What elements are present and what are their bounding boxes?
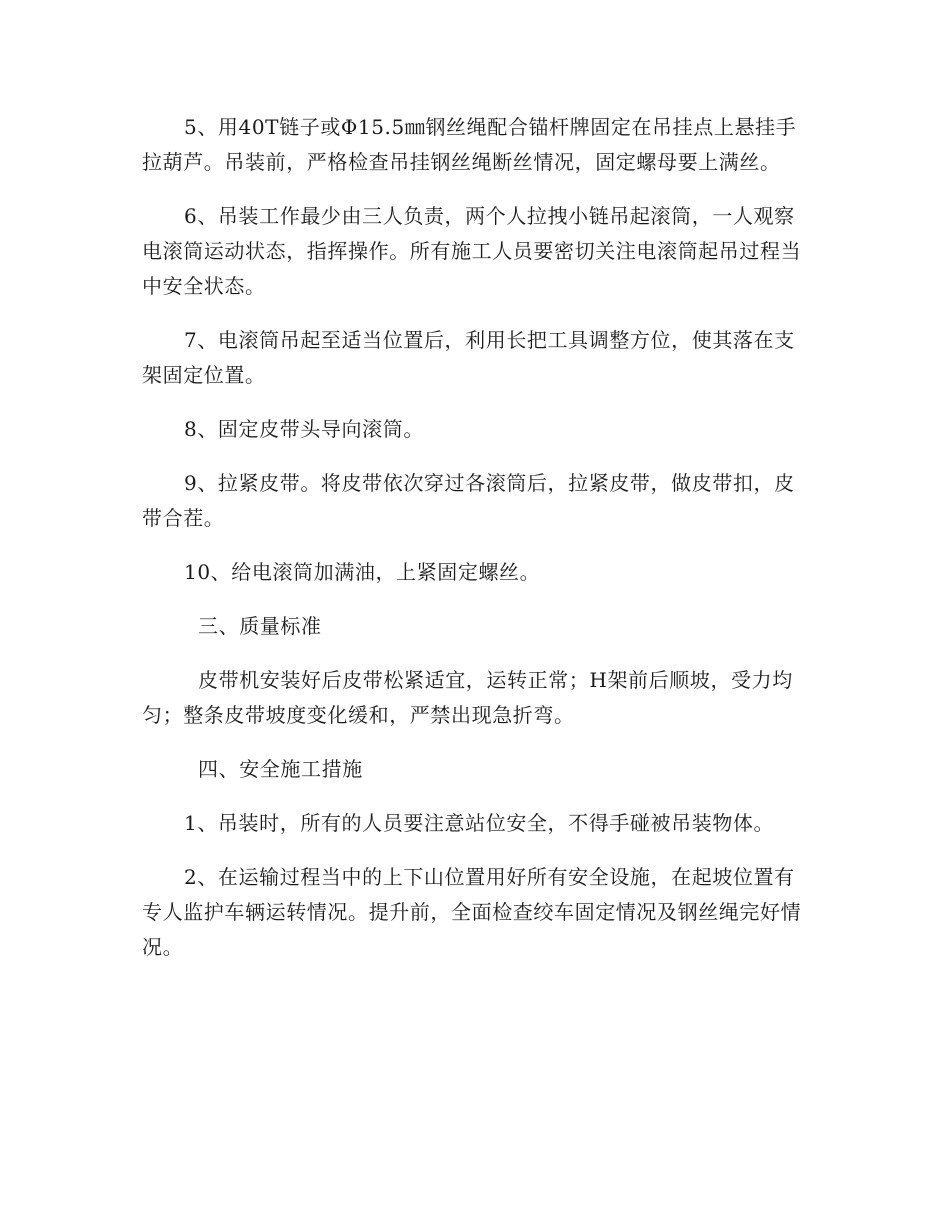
document-body [142, 110, 810, 984]
step-paragraph-9: 9、拉紧皮带。将皮带依次穿过各滚筒后，拉紧皮带，做皮带扣，皮带合茬。 [142, 471, 795, 530]
quality-standard-paragraph: 皮带机安装好后皮带松紧适宜，运转正常；H架前后顺坡，受力均匀；整条皮带坡度变化缓和，严禁出现急折弯。 [142, 668, 793, 727]
section-heading-safety: 四、安全施工措施 [198, 757, 363, 781]
step-paragraph-10: 10、给电滚筒加满油，上紧固定螺丝。 [184, 560, 541, 584]
safety-paragraph-2: 2、在运输过程当中的上下山位置用好所有安全设施，在起坡位置有专人监护车辆运转情况。提升前，全面检查绞车固定情况及钢丝绳完好情况。 [142, 865, 802, 959]
step-paragraph-5: 5、用40T链子或Φ15.5㎜钢丝绳配合锚杆牌固定在吊挂点上悬挂手拉葫芦。吊装前，严格检查吊挂钢丝绳断丝情况，固定螺母要上满丝。 [142, 115, 797, 174]
step-paragraph-8: 8、固定皮带头导向滚筒。 [184, 417, 424, 441]
step-paragraph-6: 6、吊装工作最少由三人负责，两个人拉拽小链吊起滚筒，一人观察电滚筒运动状态，指挥操作。所有施工人员要密切关注电滚筒起吊过程当中安全状态。 [142, 204, 802, 298]
section-heading-quality: 三、质量标准 [198, 614, 322, 638]
step-paragraph-7: 7、电滚筒吊起至适当位置后，利用长把工具调整方位，使其落在支架固定位置。 [142, 328, 795, 387]
safety-paragraph-1: 1、吊装时，所有的人员要注意站位安全，不得手碰被吊装物体。 [184, 811, 775, 835]
